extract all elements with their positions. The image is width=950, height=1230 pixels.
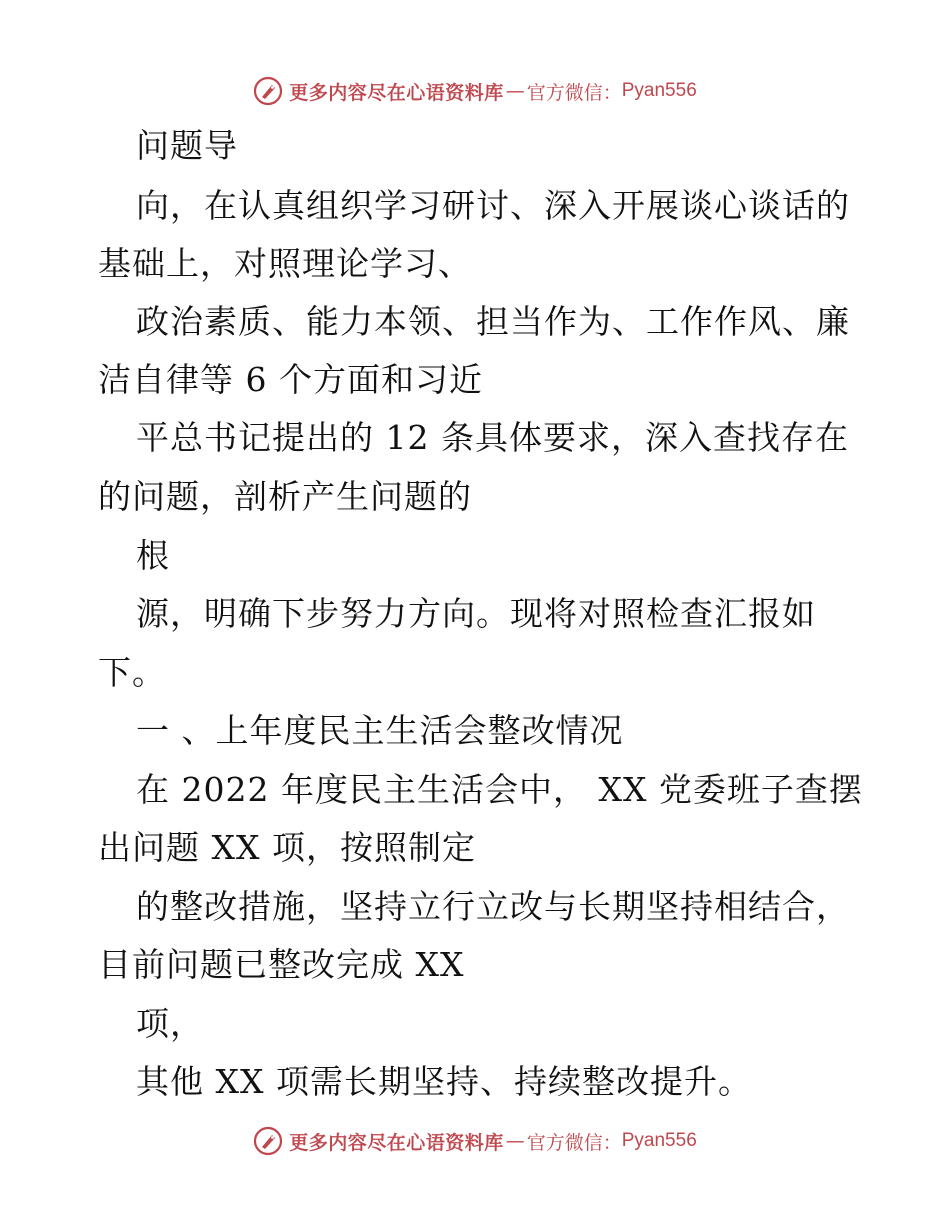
paragraph-line: 下。 [98,653,166,692]
paragraph-line: 的整改措施，坚持立行立改与长期坚持相结合， [136,887,850,926]
paragraph-line: 平总书记提出的 12 条具体要求，深入查找存在 [136,418,849,457]
paragraph-line: 问题导 [136,126,238,165]
header-watermark [0,76,950,106]
paragraph-line: 的问题，剖析产生问题的 [98,477,472,516]
paragraph-line: 根 [136,536,170,575]
paragraph-line: 出问题 XX 项，按照制定 [98,828,476,867]
footer-watermark [0,1126,950,1156]
paragraph-line: 政治素质、能力本领、担当作为、工作作风、廉 [136,302,850,341]
pen-nib-icon [253,76,283,106]
paragraph-line: 向，在认真组织学习研讨、深入开展谈心谈话的 [136,186,850,225]
paragraph-line: 在 2022 年度民主生活会中， XX 党委班子查摆 [136,770,863,809]
watermark-account: Pyan556 [621,1130,697,1151]
paragraph-line: 项， [136,1004,204,1043]
watermark-dash: — [505,80,525,102]
watermark-dash: — [505,1130,525,1152]
watermark-slogan: 更多内容尽在心语资料库 [289,1131,504,1154]
section-heading: 一 、上年度民主生活会整改情况 [136,711,624,750]
paragraph-line: 其他 XX 项需长期坚持、持续整改提升。 [136,1062,752,1101]
watermark-label: 官方微信： [526,1131,622,1154]
paragraph-line: 基础上，对照理论学习、 [98,244,472,283]
paragraph-line: 洁自律等 6 个方面和习近 [98,360,483,399]
paragraph-line: 目前问题已整改完成 XX [98,945,465,984]
watermark-slogan: 更多内容尽在心语资料库 [289,81,504,104]
watermark-account: Pyan556 [621,80,697,101]
pen-nib-icon [253,1126,283,1156]
watermark-label: 官方微信： [526,81,622,104]
paragraph-line: 源，明确下步努力方向。现将对照检查汇报如 [136,594,816,633]
